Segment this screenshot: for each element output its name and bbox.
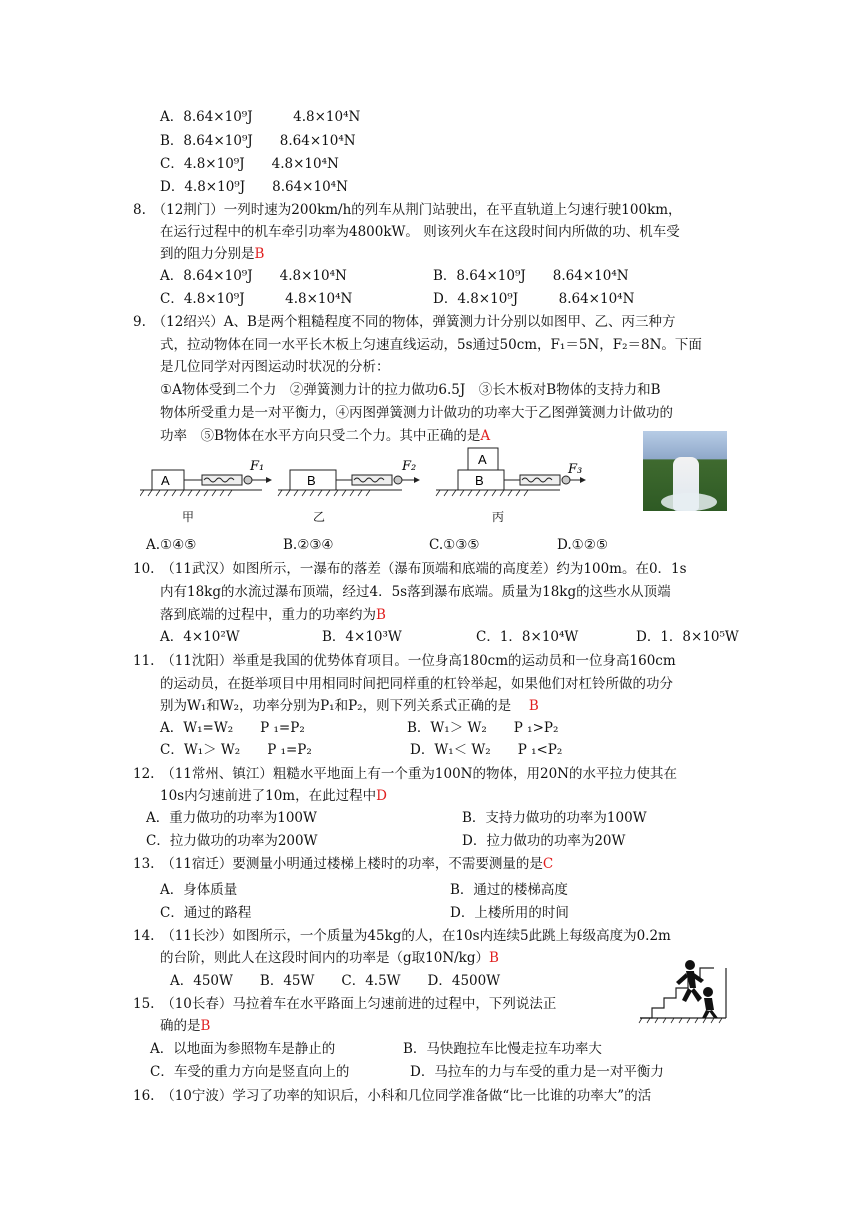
q8-option-d: D．4.8×10⁹J 8.64×10⁴N bbox=[433, 291, 635, 307]
ground-hatching bbox=[140, 490, 560, 496]
q10-stem-line3: 落到底端的过程中，重力的功率约为B bbox=[160, 607, 386, 623]
q9-stem-line1: 9. （12绍兴）A、B是两个粗糙程度不同的物体，弹簧测力计分别以如图甲、乙、丙三种方 bbox=[133, 314, 676, 330]
stair-climber-figure bbox=[638, 958, 730, 1024]
force-f3-label: F₃ bbox=[568, 462, 583, 477]
q8-option-a: A．8.64×10⁹J 4.8×10⁴N bbox=[160, 268, 347, 284]
q11-option-d: D．W₁＜ W₂ P ₁<P₂ bbox=[410, 742, 563, 758]
q7-option-a: A．8.64×10⁹J 4.8×10⁴N bbox=[160, 109, 361, 125]
q14-stem-line1: 14. （11长沙）如图所示，一个质量为45kg的人，在10s内连续5此跳上每级高度为0.2m bbox=[133, 928, 671, 944]
q13-option-c: C．通过的路程 bbox=[160, 905, 252, 921]
yi-block-b-label: B bbox=[307, 473, 316, 488]
q8-stem-line3: 到的阻力分别是B bbox=[160, 246, 265, 262]
q11-option-a: A．W₁=W₂ P ₁=P₂ bbox=[160, 720, 305, 736]
q11-stem-line2: 的运动员，在挺举项目中用相同时间把同样重的杠铃举起，如果他们对杠铃所做的功分 bbox=[160, 676, 673, 692]
q8-answer: B bbox=[254, 246, 265, 262]
q12-answer: D bbox=[376, 788, 387, 804]
q9-stem-line2: 式，拉动物体在同一水平长木板上匀速直线运动，5s通过50cm，F₁＝5N，F₂＝8N。下面 bbox=[160, 337, 702, 353]
q10-stem-line2: 内有18kg的水流过瀑布顶端，经过4．5s落到瀑布底端。质量为18kg的这些水从顶端 bbox=[160, 584, 671, 600]
q12-option-c: C．拉力做功的功率为200W bbox=[146, 833, 318, 849]
q12-option-a: A．重力做功的功率为100W bbox=[146, 810, 317, 826]
q10-option-d: D．1．8×10⁵W bbox=[636, 629, 739, 645]
q9-option-c: C.①③⑤ bbox=[429, 537, 480, 553]
q13-option-d: D．上楼所用的时间 bbox=[450, 905, 569, 921]
q12-option-d: D．拉力做功的功率为20W bbox=[462, 833, 626, 849]
q8-stem-line1: 8. （12荆门）一列时速为200km/h的列车从荆门站驶出，在平直轨道上匀速行驶100km， bbox=[133, 202, 682, 218]
q15-option-b: B．马快跑拉车比慢走拉车功率大 bbox=[403, 1041, 602, 1057]
q9-option-d: D.①②⑤ bbox=[557, 537, 608, 553]
q15-option-c: C．车受的重力方向是竖直向上的 bbox=[150, 1064, 350, 1080]
q9-stem-line6: 功率 ⑤B物体在水平方向只受二个力。其中正确的是A bbox=[160, 428, 491, 444]
bing-block-a-label: A bbox=[478, 452, 487, 467]
q13-option-b: B．通过的楼梯高度 bbox=[450, 882, 568, 898]
q7-option-b: B．8.64×10⁹J 8.64×10⁴N bbox=[160, 133, 356, 149]
q9-stem-line4: ①A物体受到二个力 ②弹簧测力计的拉力做功6.5J ③长木板对B物体的支持力和B bbox=[160, 382, 661, 398]
q7-option-c: C．4.8×10⁹J 4.8×10⁴N bbox=[160, 156, 339, 172]
q11-answer: B bbox=[528, 698, 539, 714]
q11-option-c: C．W₁＞ W₂ P ₁=P₂ bbox=[160, 742, 312, 758]
q10-answer: B bbox=[376, 607, 386, 623]
q14-answer: B bbox=[489, 950, 499, 966]
q9-stem-line3: 是几位同学对丙图运动时状况的分析： bbox=[160, 359, 390, 375]
q15-stem-line2: 确的是B bbox=[160, 1018, 211, 1034]
q8-option-b: B．8.64×10⁹J 8.64×10⁴N bbox=[433, 268, 629, 284]
q12-stem-line2: 10s内匀速前进了10m，在此过程中D bbox=[160, 788, 387, 804]
q15-option-d: D．马拉车的力与车受的重力是一对平衡力 bbox=[410, 1064, 664, 1080]
caption-yi: 乙 bbox=[313, 510, 326, 524]
q14-options: A．450W B．45W C．4.5W D．4500W bbox=[170, 973, 501, 989]
q11-option-b: B．W₁＞ W₂ P ₁>P₂ bbox=[407, 720, 559, 736]
q9-option-a: A.①④⑤ bbox=[146, 537, 197, 553]
q13-answer: C bbox=[542, 856, 554, 872]
waterfall-photo bbox=[643, 431, 727, 511]
q15-option-a: A．以地面为参照物车是静止的 bbox=[150, 1041, 336, 1057]
q8-stem-line2: 在运行过程中的机车牵引功率为4800kW。 则该列火车在这段时间内所做的功、机车受 bbox=[160, 224, 680, 240]
q10-stem-line1: 10. （11武汉）如图所示，一瀑布的落差（瀑布顶端和底端的高度差）约为100m。在0．1s bbox=[133, 561, 687, 577]
caption-jia: 甲 bbox=[182, 510, 195, 524]
jia-block-a-label: A bbox=[161, 473, 170, 488]
q13-option-a: A．身体质量 bbox=[160, 882, 238, 898]
q10-option-b: B．4×10³W bbox=[322, 629, 402, 645]
q11-stem-line3: 别为W₁和W₂，功率分别为P₁和P₂，则下列关系式正确的是 B bbox=[160, 698, 539, 714]
bing-block-b-label: B bbox=[475, 473, 484, 488]
q10-option-c: C．1．8×10⁴W bbox=[476, 629, 579, 645]
caption-bing: 丙 bbox=[492, 510, 505, 524]
q7-option-d: D．4.8×10⁹J 8.64×10⁴N bbox=[160, 179, 348, 195]
q10-option-a: A．4×10²W bbox=[160, 629, 240, 645]
q15-stem-line1: 15. （10长春）马拉着车在水平路面上匀速前进的过程中，下列说法正 bbox=[133, 996, 557, 1012]
q12-option-b: B．支持力做功的功率为100W bbox=[462, 810, 647, 826]
force-f1-label: F₁ bbox=[250, 459, 265, 474]
q8-option-c: C．4.8×10⁹J 4.8×10⁴N bbox=[160, 291, 353, 307]
q9-answer: A bbox=[480, 428, 491, 444]
q9-option-b: B.②③④ bbox=[283, 537, 334, 553]
q14-stem-line2: 的台阶，则此人在这段时间内的功率是（g取10N/kg）B bbox=[160, 950, 499, 966]
spring-scale-jia bbox=[184, 475, 272, 485]
q9-stem-line5: 物体所受重力是一对平衡力，④丙图弹簧测力计做功的功率大于乙图弹簧测力计做功的 bbox=[160, 405, 673, 421]
q13-stem-line1: 13. （11宿迁）要测量小明通过楼梯上楼时的功率，不需要测量的是C bbox=[133, 856, 554, 872]
force-f2-label: F₂ bbox=[402, 459, 417, 474]
spring-scale-figures bbox=[140, 440, 600, 500]
q16-stem-line1: 16. （10宁波）学习了功率的知识后，小科和几位同学准备做“比一比谁的功率大”的活 bbox=[133, 1088, 652, 1104]
q15-answer: B bbox=[200, 1018, 211, 1034]
spring-scale-yi bbox=[336, 475, 420, 485]
q11-stem-line1: 11. （11沈阳）举重是我国的优势体育项目。一位身高180cm的运动员和一位身高160cm bbox=[133, 653, 676, 669]
q12-stem-line1: 12. （11常州、镇江）粗糙水平地面上有一个重为100N的物体，用20N的水平拉力使其在 bbox=[133, 766, 677, 782]
